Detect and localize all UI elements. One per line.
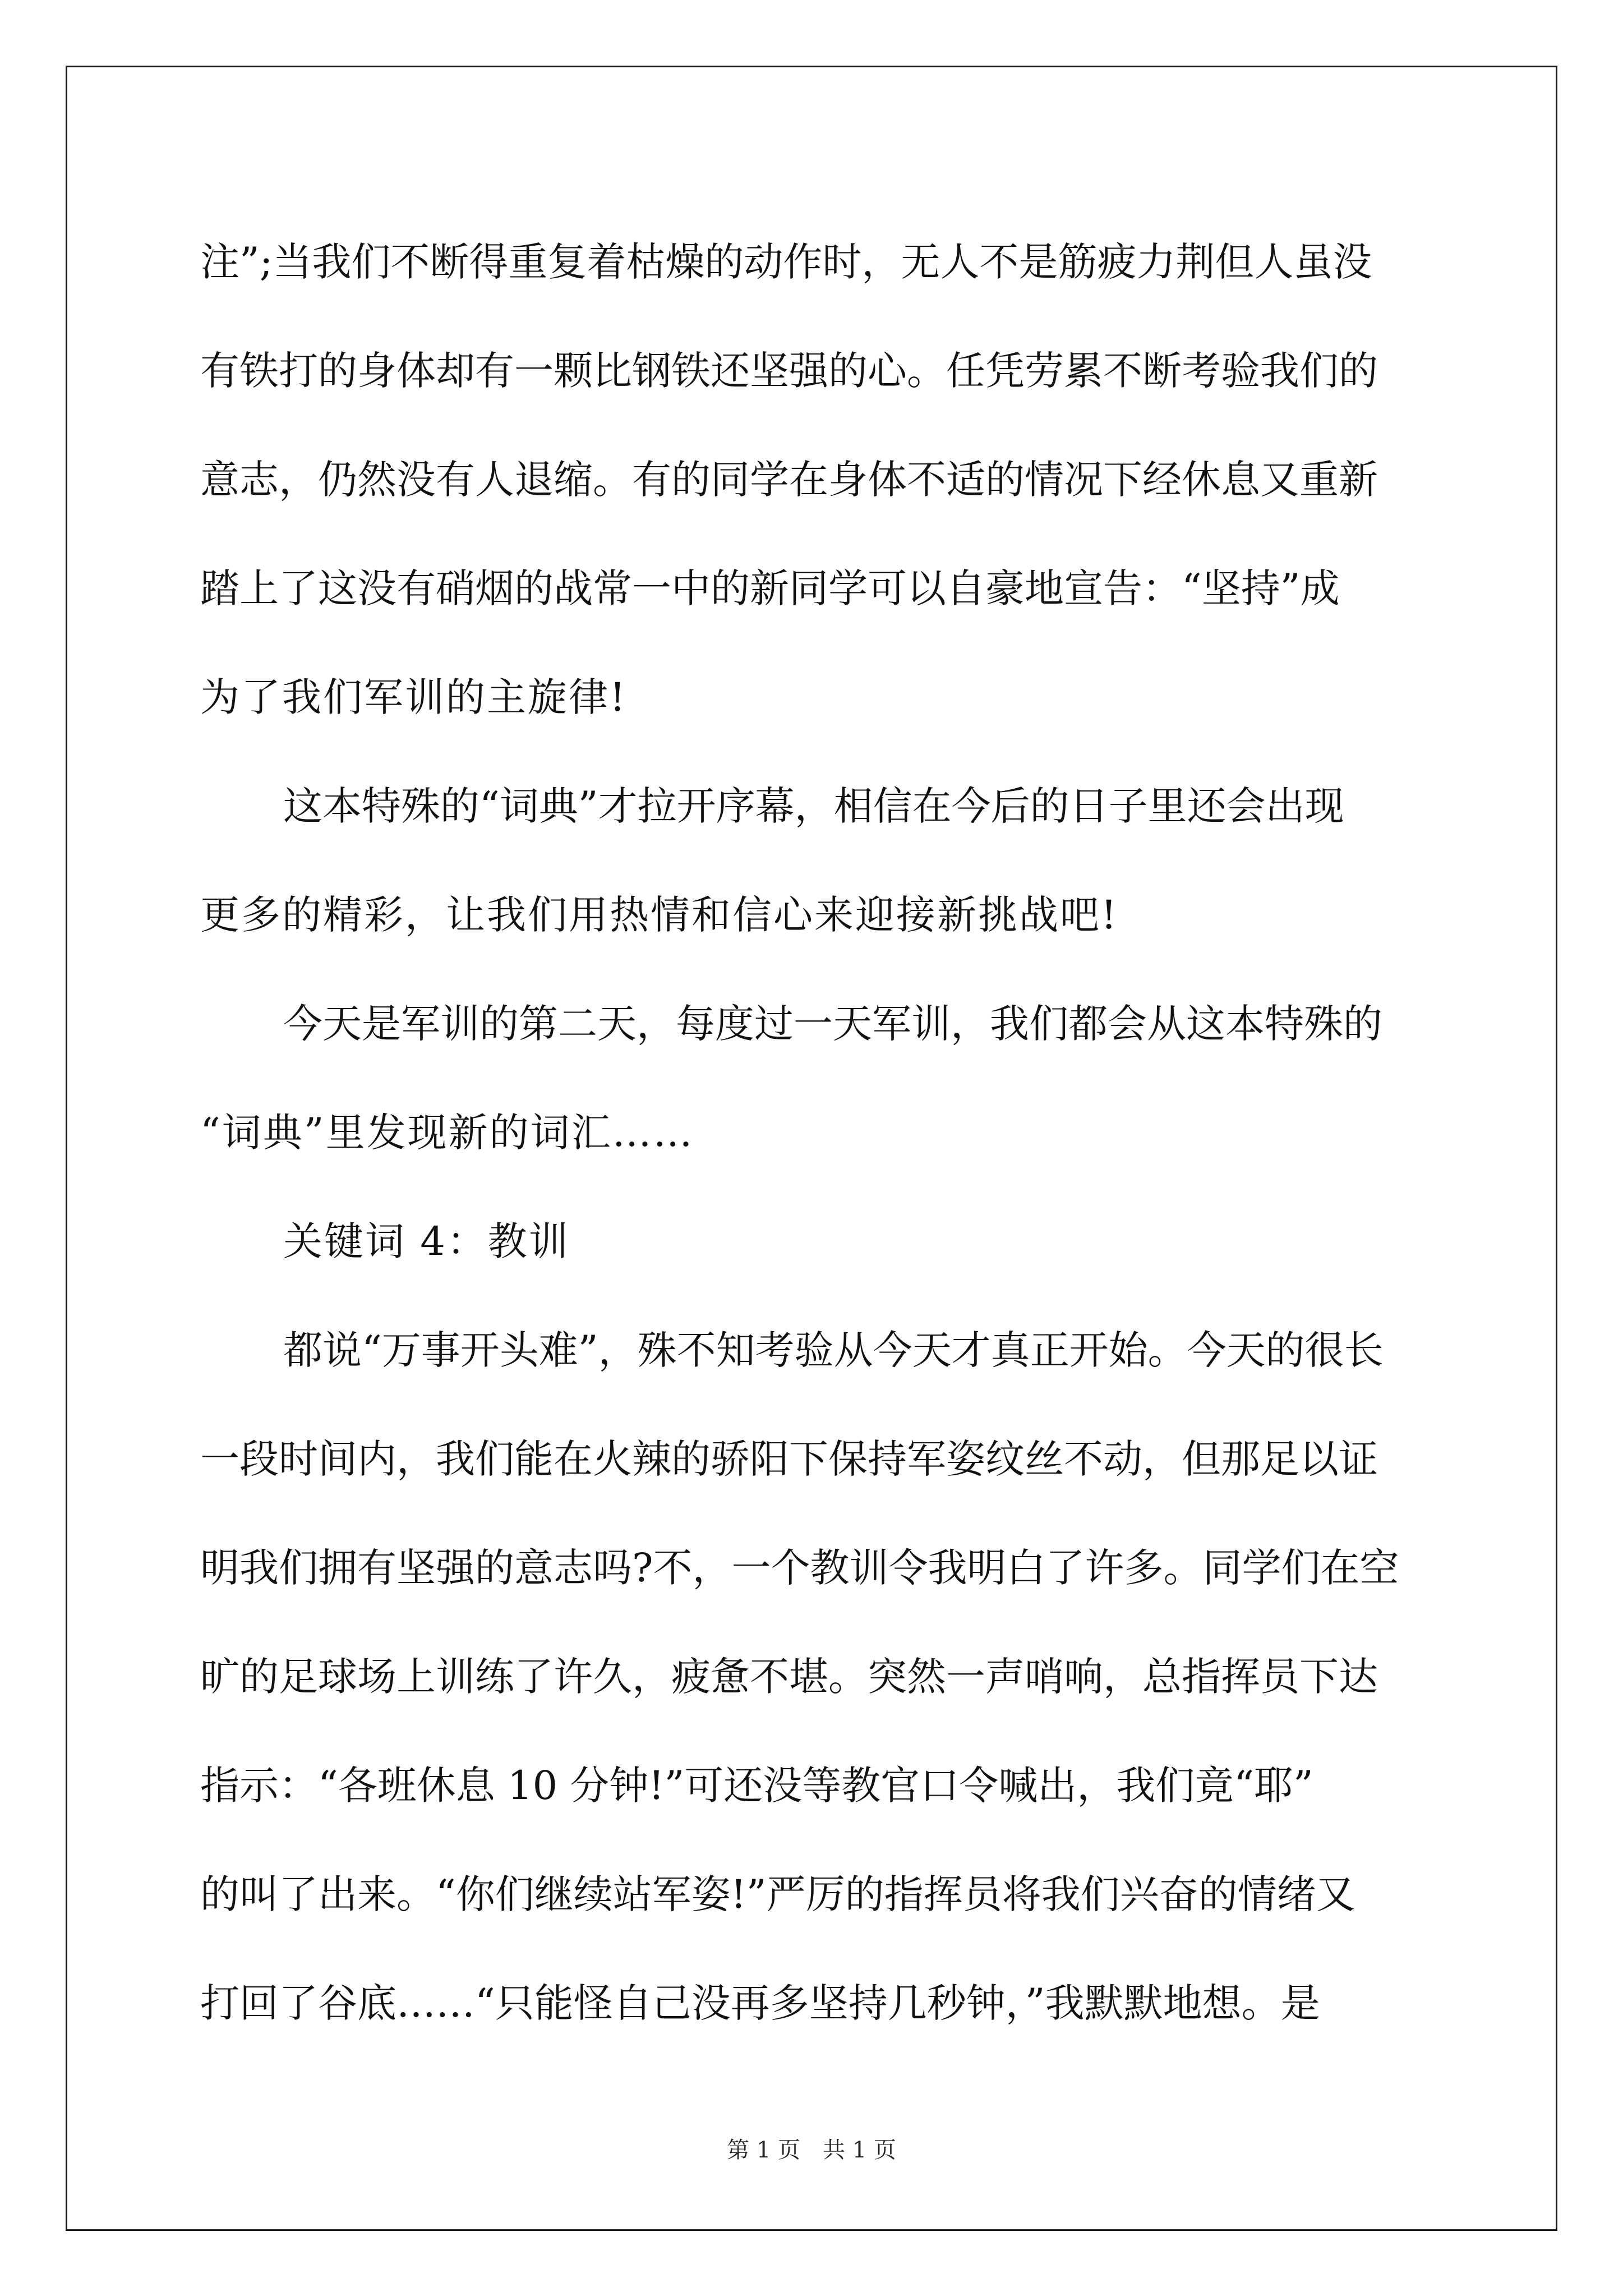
section-heading: 关键词 4：教训 xyxy=(283,1218,570,1264)
page-number: 第 1 页 xyxy=(727,2137,800,2163)
text-line: 为了我们军训的主旋律! xyxy=(200,674,628,720)
page-footer xyxy=(0,2136,1623,2164)
text-line: 今天是军训的第二天，每度过一天军训，我们都会从这本特殊的 xyxy=(283,1001,1382,1047)
text-line: 一段时间内，我们能在火辣的骄阳下保持军姿纹丝不动，但那足以证 xyxy=(200,1436,1378,1482)
text-line: 都说“万事开头难”，殊不知考验从今天才真正开始。今天的很长 xyxy=(283,1327,1384,1373)
text-line: 打回了谷底……“只能怪自己没再多坚持几秒钟，”我默默地想。是 xyxy=(200,1980,1320,2026)
text-line: 意志，仍然没有人退缩。有的同学在身体不适的情况下经休息又重新 xyxy=(200,457,1378,503)
page-total: 共 1 页 xyxy=(823,2137,896,2163)
text-line: 明我们拥有坚强的意志吗?不，一个教训令我明白了许多。同学们在空 xyxy=(200,1545,1399,1591)
text-line: 的叫了出来。“你们继续站军姿!”严厉的指挥员将我们兴奋的情绪又 xyxy=(200,1871,1355,1917)
text-line: 指示：“各班休息 10 分钟!”可还没等教官口令喊出，我们竟“耶” xyxy=(200,1763,1313,1809)
document-body xyxy=(200,208,1423,2058)
text-line: 旷的足球场上训练了许久，疲惫不堪。突然一声哨响，总指挥员下达 xyxy=(200,1654,1378,1700)
text-line: 这本特殊的“词典”才拉开序幕，相信在今后的日子里还会出现 xyxy=(283,783,1344,829)
text-line: “词典”里发现新的词汇…… xyxy=(200,1110,694,1156)
text-line: 注”;当我们不断得重复着枯燥的动作时，无人不是筋疲力荆但人虽没 xyxy=(200,239,1372,285)
text-block xyxy=(200,208,1423,2058)
text-line: 更多的精彩，让我们用热情和信心来迎接新挑战吧! xyxy=(200,892,1119,938)
text-line: 有铁打的身体却有一颗比钢铁还坚强的心。任凭劳累不断考验我们的 xyxy=(200,348,1378,394)
text-line: 踏上了这没有硝烟的战常一中的新同学可以自豪地宣告：“坚持”成 xyxy=(200,565,1340,611)
